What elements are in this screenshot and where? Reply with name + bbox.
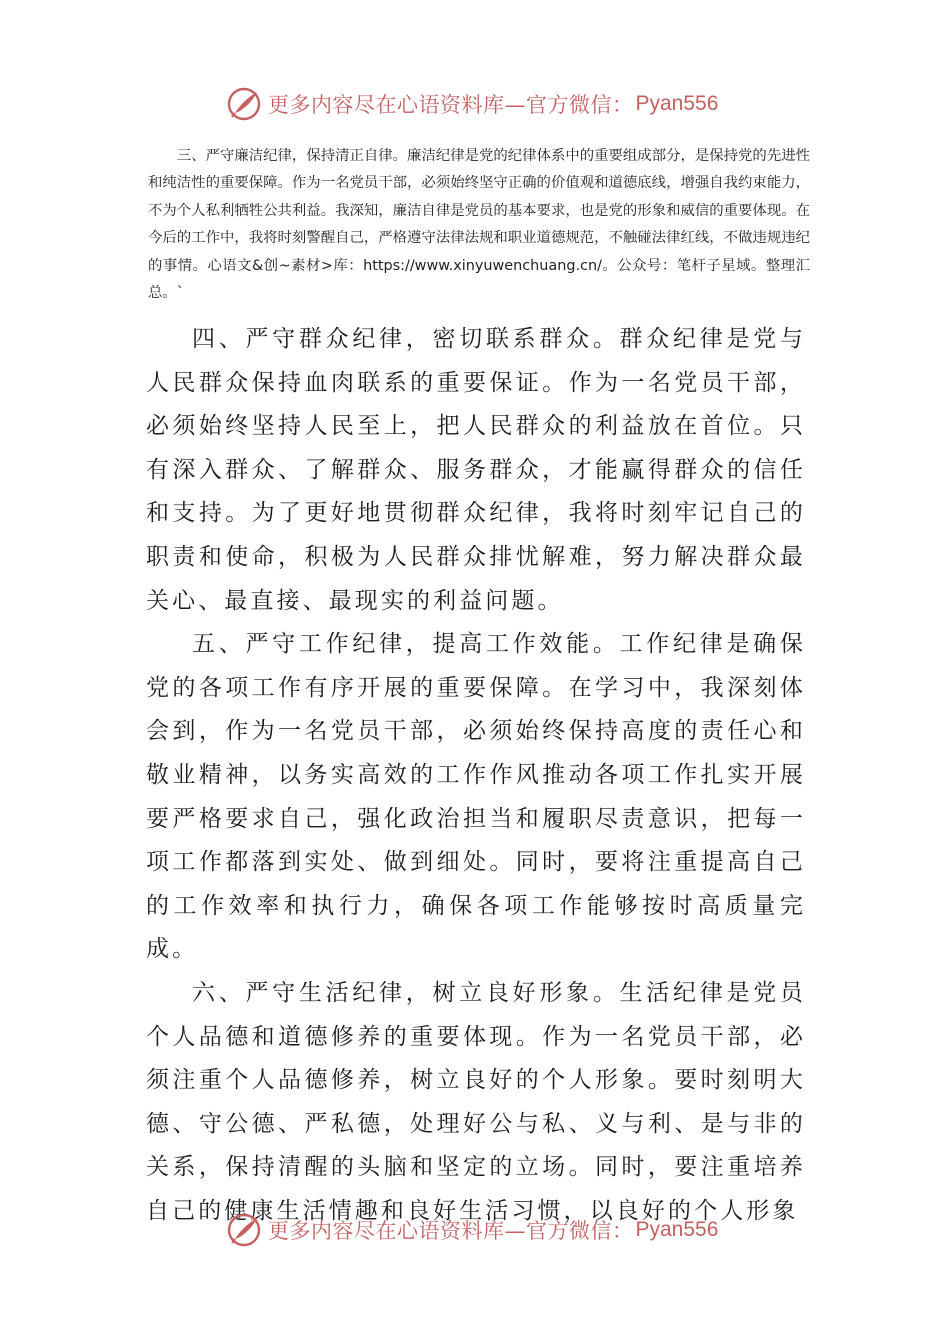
footer-banner <box>226 1208 718 1252</box>
paragraph-4: 四、严守群众纪律，密切联系群众。群众纪律是党与人民群众保持血肉联系的重要保证。作为一名党员干部，必须始终坚持人民至上，把人民群众的利益放在首位。只有深入群众、了解群众、服务群众，才能赢得群众的信任和支持。为了更好地贯彻群众纪律，我将时刻牢记自己的职责和使命，积极为人民群众排忧解难，努力解决群众最关心、最直接、最现实的利益问题。 <box>146 326 806 614</box>
banner-text: 更多内容尽在心语资料库—官方微信： <box>268 93 634 117</box>
quill-logo-icon <box>226 1212 262 1248</box>
paragraph-3: 三、严守廉洁纪律，保持清正自律。廉洁纪律是党的纪律体系中的重要组成部分，是保持党的先进性和纯洁性的重要保障。作为一名党员干部，必须始终坚守正确的价值观和道德底线，增强自我约束能力，不为个人私利牺牲公共利益。我深知，廉洁自律是党员的基本要求，也是党的形象和威信的重要体现。在今后的工作中，我将时刻警醒自己，严格遵守法律法规和职业道德规范，不触碰法律红线，不做违规违纪的事情。心语文&创~素材>库：https://www.xinyuwenchuang.cn/。公众号：笔杆子星域。整理汇总。` <box>148 148 810 302</box>
banner-text: 更多内容尽在心语资料库—官方微信： <box>268 1219 634 1243</box>
paragraph-5: 五、严守工作纪律，提高工作效能。工作纪律是确保党的各项工作有序开展的重要保障。在学习中，我深刻体会到，作为一名党员干部，必须始终保持高度的责任心和敬业精神，以务实高效的工作作风推动各项工作扎实开展要严格要求自己，强化政治担当和履职尽责意识，把每一项工作都落到实处、做到细处。同时，要将注重提高自己的工作效率和执行力，确保各项工作能够按时高质量完成。 <box>146 631 806 963</box>
quill-logo-icon <box>226 86 262 122</box>
banner-wechat-id: Pyan556 <box>635 1218 719 1241</box>
document-body <box>146 318 806 1233</box>
paragraph-6: 六、严守生活纪律，树立良好形象。生活纪律是党员个人品德和道德修养的重要体现。作为一名党员干部，必须注重个人品德修养，树立良好的个人形象。要时刻明大德、守公德、严私德，处理好公与私、义与利、是与非的关系，保持清醒的头脑和坚定的立场。同时，要注重培养自己的健康生活情趣和良好生活习惯，以良好的个人形象 <box>146 979 806 1224</box>
paragraph-section-3 <box>148 143 810 307</box>
banner-wechat-id: Pyan556 <box>635 92 719 115</box>
header-banner <box>226 82 718 126</box>
